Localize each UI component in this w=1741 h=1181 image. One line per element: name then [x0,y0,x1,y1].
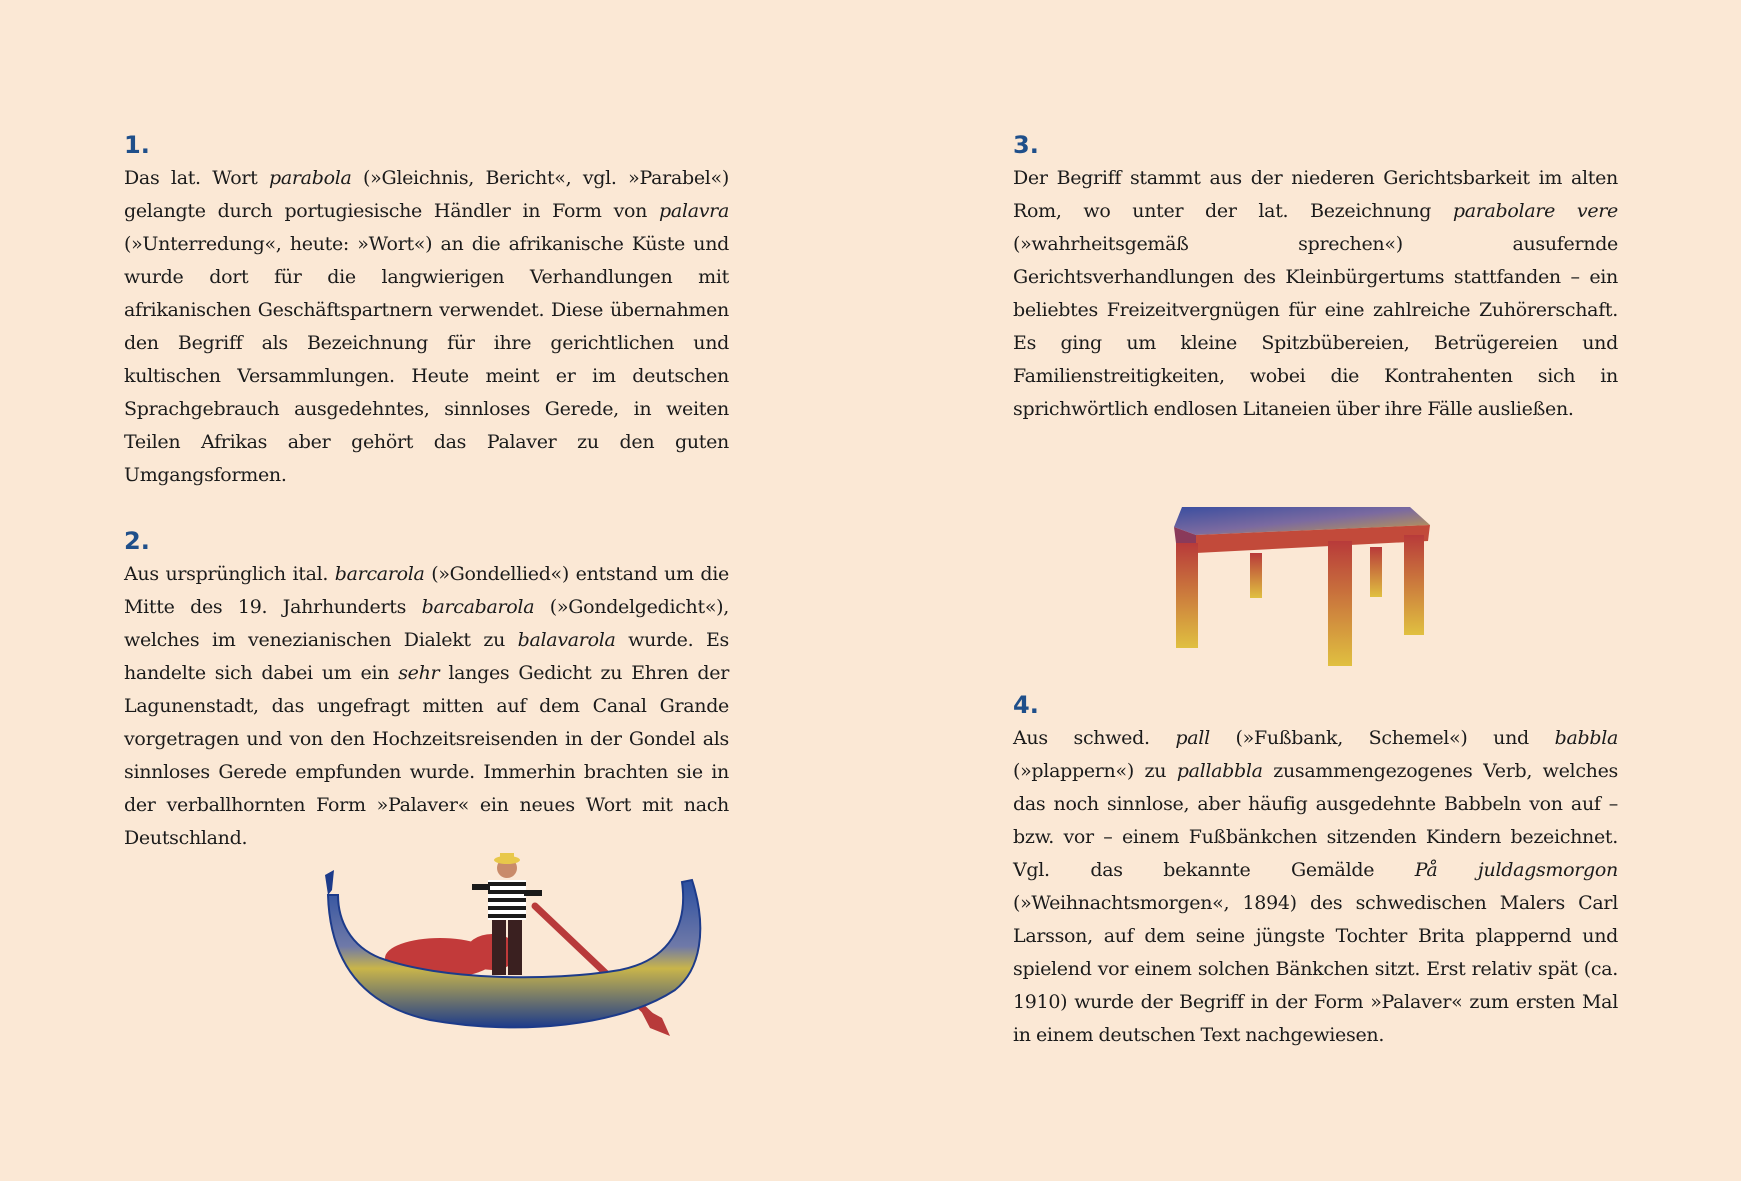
footstool-illustration [1160,505,1440,670]
italic-term: balavarola [517,629,616,651]
text-run: (»Fußbank, Schemel«) und [1209,727,1555,749]
oar-blade [638,1005,670,1036]
text-run: (»Gondellied«) entstand um die Mitte des 19. Jahrhunderts [124,563,729,618]
section-3 [1013,128,1618,426]
text-run: Aus ursprünglich ital. [124,563,335,585]
italic-term: På juldagsmorgon [1414,859,1618,881]
table-leg [1404,535,1424,635]
section-number: 2. [124,527,150,555]
italic-term: parabola [269,167,352,189]
text-run: (»wahrheitsgemäß sprechen«) ausufernde Gerichtsverhandlungen des Kleinbürgertums stattfanden – ein beliebtes Freizeitvergnügen für eine zahlreiche Zuhörerschaft. Es ging um kleine Spitzbübereien, Betrügereien und Familienstreitigkeiten, wobei die Kontrahenten sich in sprichwörtlich endlosen Litaneien über ihre Fälle ausließen. [1013,233,1618,420]
text-run: wurde. Es handelte sich dabei um ein [124,629,729,684]
italic-term: pall [1175,727,1210,749]
table-leg [1176,543,1198,648]
text-run: Das lat. Wort [124,167,269,189]
section-number: 4. [1013,691,1039,719]
italic-term: babbla [1554,727,1619,749]
italic-term: barcabarola [421,596,535,618]
italic-term: palavra [659,200,729,222]
section-2 [124,524,729,855]
section-4 [1013,688,1618,1052]
text-run: (»Gleichnis, Bericht«, vgl. »Parabel«) gelangte durch portugiesische Händler in Form von [124,167,729,222]
text-run: langes Gedicht zu Ehren der Lagunenstadt, das ungefragt mitten auf dem Canal Grande vorgetragen und von den Hochzeitsreisenden in der Gondel als sinnloses Gerede empfunden wurde. Immerhin brachten sie in der verballhornten Form »Palaver« ein neues Wort mit nach Deutschland. [124,662,729,849]
table-leg [1250,553,1262,598]
text-run: zusammengezogenes Verb, welches das noch sinnlose, aber häufig ausgedehnte Babbeln von auf – bzw. vor – einem Fußbänkchen sitzenden Kindern bezeichnet. Vgl. das bekannte Gemälde [1013,760,1618,881]
section-text [124,162,729,492]
text-run: (»Weihnachtsmorgen«, 1894) des schwedischen Malers Carl Larsson, auf dem seine jüngste Tochter Brita plappernd und spielend vor einem solchen Bänkchen sitzt. Erst relativ spät (ca. 1910) wurde der Begriff in der Form »Palaver« zum ersten Mal in einem deutschen Text nachgewiesen. [1013,892,1618,1046]
section-number: 1. [124,131,150,159]
gondola-bow [325,870,334,895]
section-text [1013,722,1618,1052]
gondola-illustration [320,840,740,1040]
text-run: Aus schwed. [1013,727,1176,749]
table-leg [1328,541,1352,666]
italic-term: pallabbla [1176,760,1263,782]
table-leg [1370,547,1382,597]
section-text [124,558,729,855]
italic-term: sehr [398,662,440,684]
text-run: Der Begriff stammt aus der niederen Gerichtsbarkeit im alten Rom, wo unter der lat. Bezeichnung [1013,167,1618,222]
text-run: (»plappern«) zu [1013,760,1177,782]
section-1 [124,128,729,492]
section-text [1013,162,1618,426]
text-run: (»Unterredung«, heute: »Wort«) an die afrikanische Küste und wurde dort für die langwierigen Verhandlungen mit afrikanischen Geschäftspartnern verwendet. Diese übernahmen den Begriff als Bezeichnung für ihre gerichtlichen und kultischen Versammlungen. Heute meint er im deutschen Sprachgebrauch ausgedehntes, sinnloses Gerede, in weiten Teilen Afrikas aber gehört das Palaver zu den guten Umgangsformen. [124,233,729,486]
italic-term: barcarola [334,563,425,585]
text-run: (»Gondelgedicht«), welches im venezianischen Dialekt zu [124,596,730,651]
italic-term: parabolare vere [1452,200,1618,222]
section-number: 3. [1013,131,1039,159]
